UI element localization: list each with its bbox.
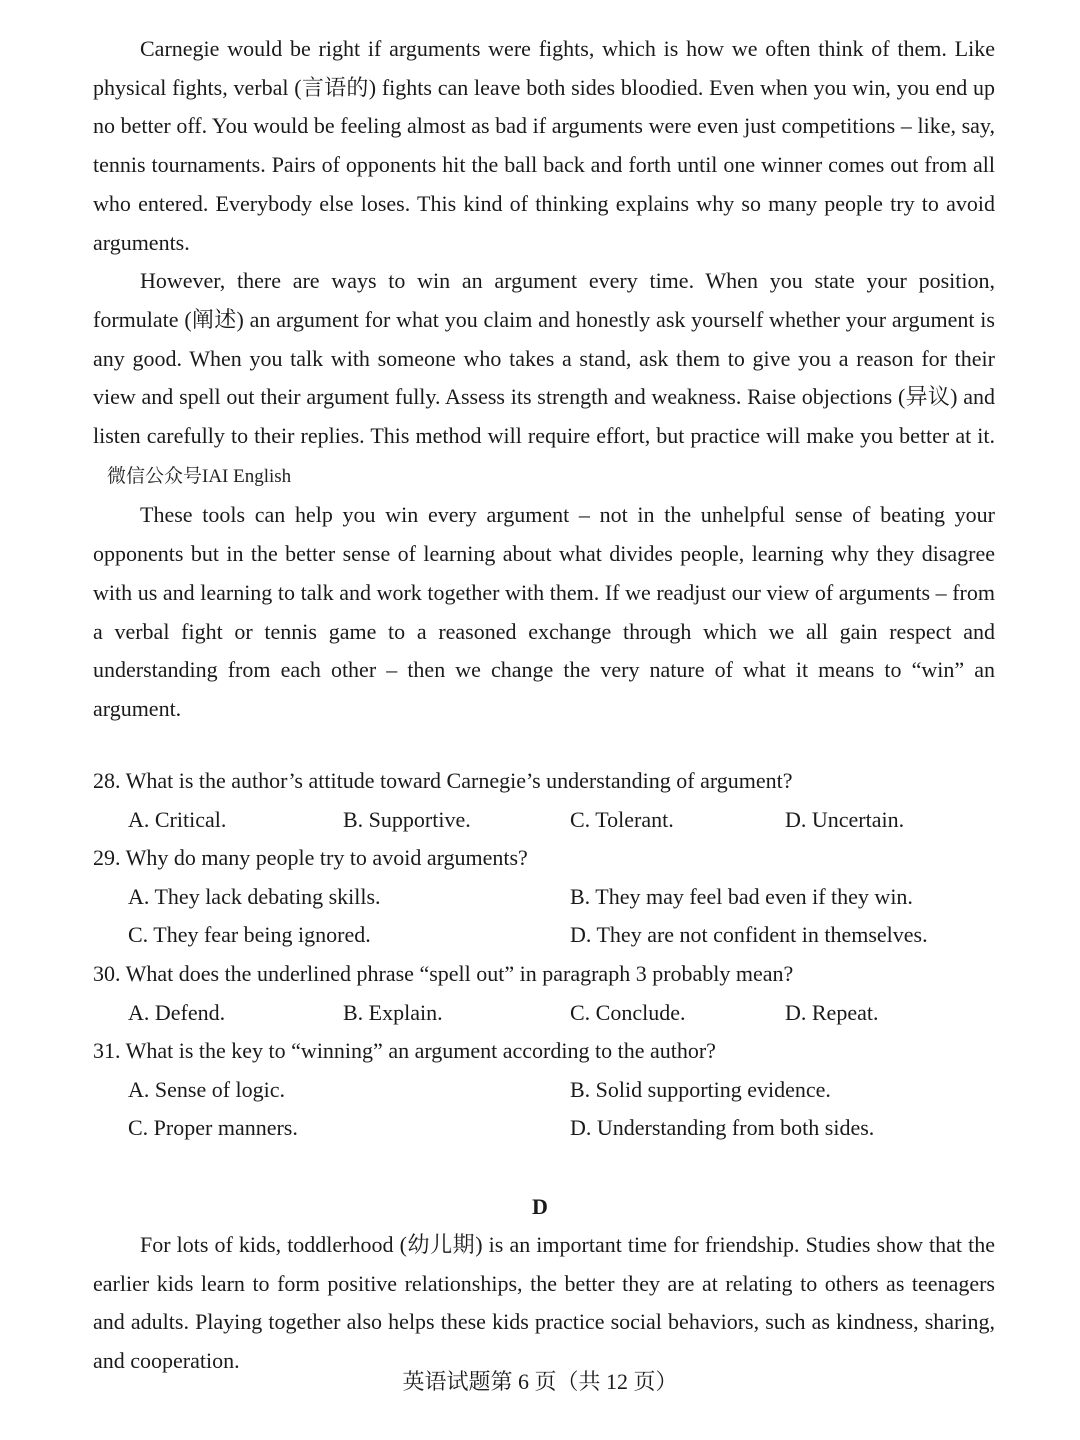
paragraph-2-text: However, there are ways to win an argument every time. When you state your position, formulate (阐述) an argument for what you claim and honestly ask yourself whether your argument is any good. When you talk with someone who takes a stand, ask them to give you a reason for their view and spell out their argument fully. Assess its strength and weakness. Raise objections (异议) and listen carefully to their replies. This method will require effort, but practice will make you better at it.: [93, 268, 995, 449]
option-c: C. Conclude.: [570, 999, 686, 1025]
question-31-options-row2: [93, 1109, 995, 1148]
option-b: B. Supportive.: [343, 806, 471, 832]
paragraph-2: [93, 262, 995, 496]
reading-passage-c: [93, 30, 995, 729]
option-b: B. Explain.: [343, 999, 443, 1025]
question-31-stem: 31. What is the key to “winning” an argument according to the author?: [93, 1038, 716, 1064]
question-29-stem: 29. Why do many people try to avoid arguments?: [93, 845, 528, 871]
question-28-stem: 28. What is the author’s attitude toward Carnegie’s understanding of argument?: [93, 768, 793, 793]
question-30-stem: 30. What does the underlined phrase “spell out” in paragraph 3 probably mean?: [93, 960, 794, 986]
question-30-options: [93, 994, 995, 1033]
option-b: B. Solid supporting evidence.: [570, 1076, 831, 1102]
question-list: [93, 762, 995, 1148]
option-a: A. Sense of logic.: [128, 1076, 286, 1102]
option-a: A. Critical.: [128, 806, 227, 832]
paragraph-1: Carnegie would be right if arguments were fights, which is how we often think of them. Like physical fights, verbal (言语的) fights can leave both sides bloodied. Even when you win, you end up no better off. You would be feeling almost as bad if arguments were even just competitions – like, say, tennis tournaments. Pairs of opponents hit the ball back and forth until one winner comes out from all who entered. Everybody else loses. This kind of thinking explains why so many people try to avoid arguments.: [93, 36, 995, 255]
section-d-heading: D: [532, 1194, 548, 1219]
option-c: C. They fear being ignored.: [128, 922, 371, 948]
option-c: C. Proper manners.: [128, 1115, 298, 1141]
question-29-options-row1: [93, 878, 995, 917]
option-d: D. Repeat.: [785, 999, 879, 1025]
option-c: C. Tolerant.: [570, 806, 674, 832]
question-29-options-row2: [93, 916, 995, 955]
option-a: A. They lack debating skills.: [128, 883, 381, 909]
page-footer: 英语试题第 6 页（共 12 页）: [402, 1369, 678, 1394]
option-d: D. Understanding from both sides.: [570, 1115, 875, 1141]
watermark-text: 微信公众号IAI English: [107, 465, 292, 487]
question-31-options-row1: [93, 1071, 995, 1110]
paragraph-3: These tools can help you win every argument – not in the unhelpful sense of beating your opponents but in the better sense of learning about what divides people, learning why they disagree with us and learning to talk and work together with them. If we readjust our view of arguments – from a verbal fight or tennis game to a reasoned exchange through which we all gain respect and understanding from each other – then we change the very nature of what it means to “win” an argument.: [93, 502, 995, 721]
section-d-paragraph-1: For lots of kids, toddlerhood (幼儿期) is an important time for friendship. Studies show that the earlier kids learn to form positive relationships, the better they are at relating to others as teenagers and adults. Playing together also helps these kids practice social behaviors, such as kindness, sharing, and cooperation.: [93, 1232, 995, 1374]
option-d: D. They are not confident in themselves.: [570, 922, 928, 948]
question-28-options: [93, 801, 995, 840]
option-a: A. Defend.: [128, 999, 226, 1025]
option-d: D. Uncertain.: [785, 806, 905, 832]
reading-passage-d: [93, 1226, 995, 1381]
option-b: B. They may feel bad even if they win.: [570, 883, 913, 909]
